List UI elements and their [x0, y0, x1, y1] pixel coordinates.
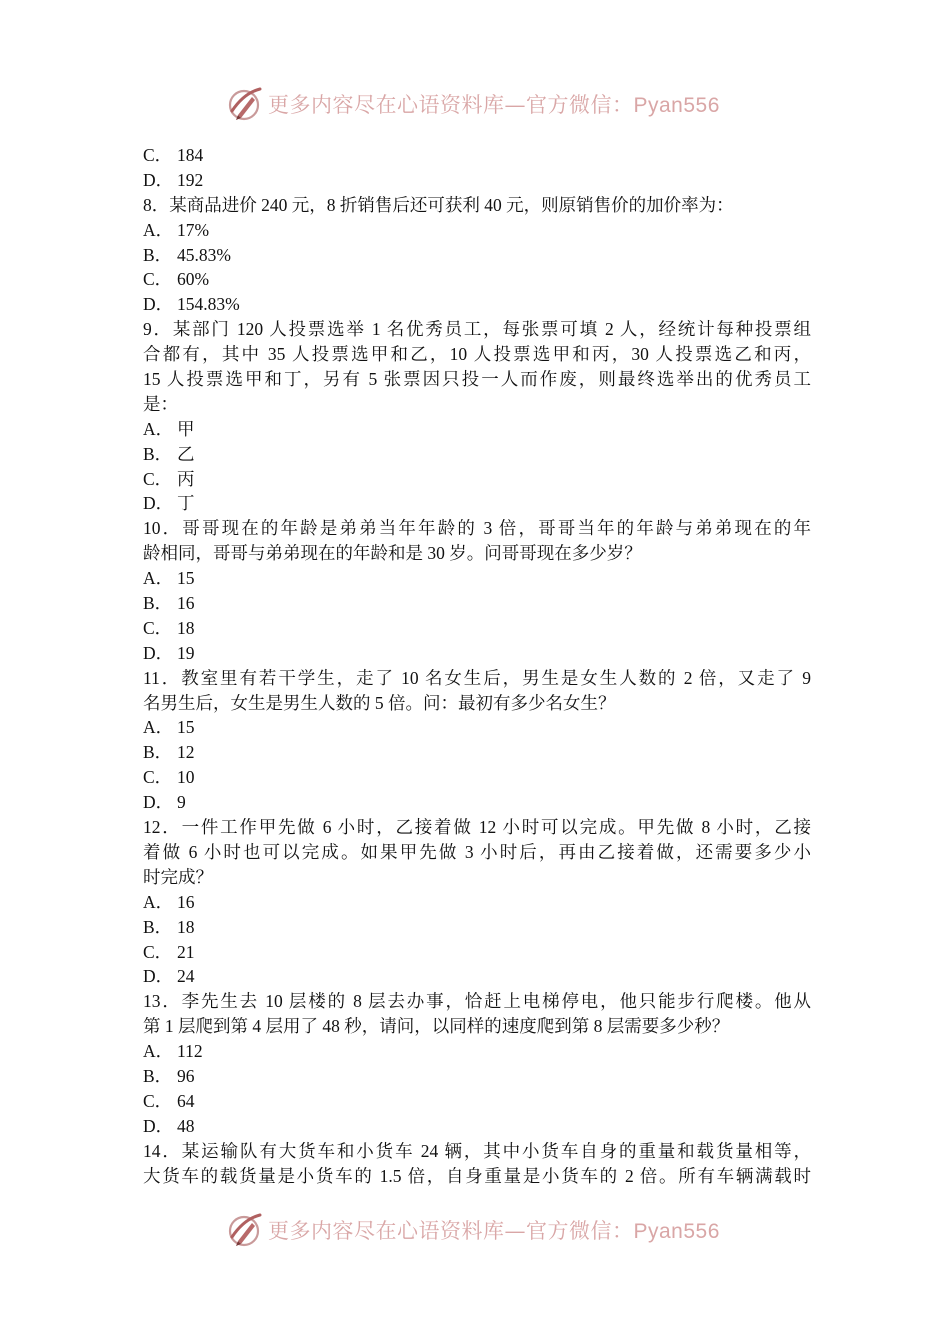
option-line — [143, 740, 811, 765]
question-text: 着做 6 小时也可以完成。如果甲先做 3 小时后，再由乙接着做，还需要多少小 — [143, 841, 811, 862]
question-line — [143, 516, 811, 541]
option-label: A． — [143, 891, 174, 912]
option-text: 60% — [177, 269, 210, 290]
question-line — [143, 815, 811, 840]
question-line — [143, 1014, 811, 1039]
question-line — [143, 342, 811, 367]
question-line — [143, 840, 811, 865]
question-text: 14．某运输队有大货车和小货车 24 辆，其中小货车自身的重量和载货量相等， — [143, 1140, 811, 1161]
option-line — [143, 243, 811, 268]
question-line — [143, 1164, 811, 1189]
option-label: C． — [143, 1090, 173, 1111]
question-text: 龄相同，哥哥与弟弟现在的年龄和是 30 岁。问哥哥现在多少岁？ — [143, 543, 642, 564]
option-text: 16 — [177, 891, 195, 912]
question-text: 名男生后，女生是男生人数的 5 倍。问：最初有多少名女生？ — [143, 692, 616, 713]
pen-in-circle-logo-icon — [226, 1211, 264, 1249]
question-line — [143, 392, 811, 417]
option-line — [143, 765, 811, 790]
pen-in-circle-logo-icon — [226, 85, 264, 123]
banner-text: 更多内容尽在心语资料库—官方微信：Pyan556 — [268, 93, 720, 117]
option-label: D． — [143, 642, 174, 663]
question-line — [143, 193, 811, 218]
option-line — [143, 641, 811, 666]
option-line — [143, 566, 811, 591]
question-line — [143, 865, 811, 890]
banner-text: 更多内容尽在心语资料库—官方微信：Pyan556 — [268, 1219, 720, 1243]
option-line — [143, 267, 811, 292]
option-line — [143, 940, 811, 965]
document-body — [143, 143, 811, 1188]
option-text: 12 — [177, 742, 195, 763]
footer-banner — [0, 1210, 950, 1250]
question-text: 第 1 层爬到第 4 层用了 48 秒，请问，以同样的速度爬到第 8 层需要多少秒？ — [143, 1016, 730, 1037]
option-text: 64 — [177, 1090, 195, 1111]
option-text: 18 — [177, 617, 195, 638]
option-label: D． — [143, 792, 174, 813]
option-line — [143, 591, 811, 616]
option-text: 15 — [177, 717, 195, 738]
option-label: A． — [143, 717, 174, 738]
option-line — [143, 915, 811, 940]
question-text: 15 人投票选甲和丁，另有 5 张票因只投一人而作废，则最终选举出的优秀员工 — [143, 369, 811, 390]
option-line — [143, 143, 811, 168]
question-text: 11．教室里有若干学生，走了 10 名女生后，男生是女生人数的 2 倍，又走了 9 — [143, 667, 811, 688]
option-label: B． — [143, 244, 173, 265]
question-text: 是： — [143, 393, 178, 414]
question-line — [143, 989, 811, 1014]
option-label: B． — [143, 1065, 173, 1086]
option-text: 10 — [177, 767, 195, 788]
option-line — [143, 292, 811, 317]
option-label: C． — [143, 617, 173, 638]
question-line — [143, 367, 811, 392]
option-label: D． — [143, 966, 174, 987]
question-line — [143, 541, 811, 566]
option-text: 48 — [177, 1115, 195, 1136]
option-line — [143, 467, 811, 492]
option-text: 9 — [177, 792, 186, 813]
question-text: 13．李先生去 10 层楼的 8 层去办事，恰赶上电梯停电，他只能步行爬楼。他从 — [143, 991, 811, 1012]
option-text: 19 — [177, 642, 195, 663]
question-line — [143, 1139, 811, 1164]
option-label: D． — [143, 493, 174, 514]
option-label: B． — [143, 593, 173, 614]
option-text: 192 — [177, 169, 204, 190]
option-text: 24 — [177, 966, 195, 987]
option-text: 16 — [177, 593, 195, 614]
option-label: C． — [143, 468, 173, 489]
option-line — [143, 616, 811, 641]
question-text: 大货车的载货量是小货车的 1.5 倍，自身重量是小货车的 2 倍。所有车辆满载时 — [143, 1165, 811, 1186]
option-text: 96 — [177, 1065, 195, 1086]
option-label: D． — [143, 1115, 174, 1136]
question-text: 合都有，其中 35 人投票选甲和乙，10 人投票选甲和丙，30 人投票选乙和丙， — [143, 344, 811, 365]
option-line — [143, 715, 811, 740]
option-line — [143, 442, 811, 467]
option-text: 154.83% — [177, 294, 240, 315]
option-text: 15 — [177, 568, 195, 589]
option-line — [143, 417, 811, 442]
wechat-id: Pyan556 — [633, 1220, 720, 1243]
option-label: D． — [143, 169, 174, 190]
option-label: C． — [143, 145, 173, 165]
option-line — [143, 1064, 811, 1089]
option-text: 17% — [177, 219, 210, 240]
option-text: 丙 — [177, 468, 195, 489]
option-text: 21 — [177, 941, 195, 962]
option-text: 18 — [177, 916, 195, 937]
option-label: B． — [143, 742, 173, 763]
option-line — [143, 1039, 811, 1064]
option-text: 184 — [177, 145, 204, 165]
option-text: 丁 — [177, 493, 195, 514]
option-line — [143, 1114, 811, 1139]
option-label: C． — [143, 269, 173, 290]
option-text: 45.83% — [177, 244, 231, 265]
option-line — [143, 964, 811, 989]
question-text: 8．某商品进价 240 元，8 折销售后还可获利 40 元，则原销售价的加价率为： — [143, 194, 734, 215]
option-label: B． — [143, 916, 173, 937]
option-label: A． — [143, 1041, 174, 1062]
option-line — [143, 1089, 811, 1114]
option-label: D． — [143, 294, 174, 315]
question-line — [143, 666, 811, 691]
option-label: A． — [143, 568, 174, 589]
question-line — [143, 691, 811, 716]
option-label: A． — [143, 418, 174, 439]
option-line — [143, 790, 811, 815]
header-banner — [0, 84, 950, 124]
question-line — [143, 317, 811, 342]
option-label: C． — [143, 767, 173, 788]
option-label: C． — [143, 941, 173, 962]
question-text: 10．哥哥现在的年龄是弟弟当年年龄的 3 倍，哥哥当年的年龄与弟弟现在的年 — [143, 518, 811, 539]
option-label: A． — [143, 219, 174, 240]
option-text: 乙 — [177, 443, 195, 464]
wechat-id: Pyan556 — [633, 94, 720, 117]
option-line — [143, 218, 811, 243]
question-text: 9．某部门 120 人投票选举 1 名优秀员工，每张票可填 2 人，经统计每种投票组 — [143, 319, 811, 340]
question-text: 时完成？ — [143, 866, 213, 887]
option-line — [143, 890, 811, 915]
option-text: 甲 — [177, 418, 195, 439]
option-label: B． — [143, 443, 173, 464]
question-text: 12．一件工作甲先做 6 小时，乙接着做 12 小时可以完成。甲先做 8 小时，乙接 — [143, 817, 811, 838]
option-line — [143, 491, 811, 516]
option-text: 112 — [177, 1041, 203, 1062]
option-line — [143, 168, 811, 193]
